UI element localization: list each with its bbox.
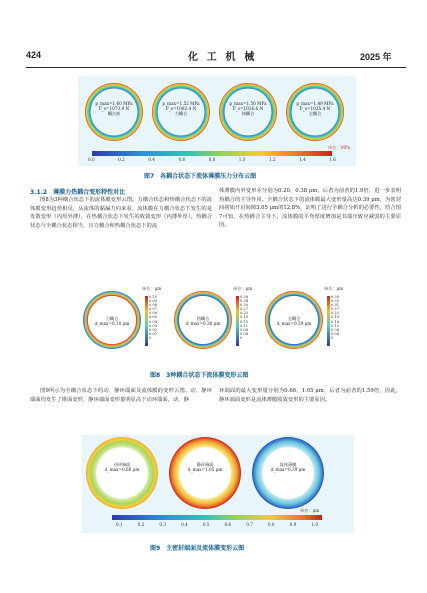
ring9-label-3: 流体薄膜 Δ_max=0.39 μm bbox=[270, 462, 306, 473]
paragraph2-left: 图9所示为全耦合状态下的动、静环端面及流体膜的变形云图。动、静环端面均发生了锥面变形，静环端面变形量明显高于动环端面，动、静 bbox=[30, 388, 212, 403]
figure-9-colorbar bbox=[112, 515, 322, 520]
section-heading: 3.1.2 薄膜力热耦合变形特性对比 bbox=[30, 189, 126, 196]
ring-stationary-face bbox=[169, 437, 241, 509]
figure-7-units: 单位：MPa bbox=[328, 145, 350, 150]
header-rule bbox=[26, 67, 406, 68]
ring8-label-3: 全耦合 Δ_max=0.39 μm bbox=[276, 316, 312, 327]
figure-7-colorbar-ticks: 0.0 0.2 0.4 0.6 0.8 1.0 1.2 1.4 1.6 bbox=[88, 157, 336, 162]
ring9-label-2: 静环端面 Δ_max=1.05 μm bbox=[187, 462, 223, 473]
figure-8-scale-3: 0.39 0.35 0.31 0.27 0.23 0.19 0.16 0.12 0.08 0.04 0 bbox=[331, 295, 340, 340]
ring-label-2: p_max=1.52 MPa F_s=1082.4 N 力耦合 bbox=[162, 101, 200, 117]
journal-title: 化 工 机 械 bbox=[188, 52, 258, 63]
figure-9-rings bbox=[82, 435, 354, 533]
figure-9-caption: 图9 主密封端面及流体膜变形云图 bbox=[150, 545, 245, 552]
figure-7-colorbar bbox=[92, 151, 332, 156]
section-left-paragraph: 图8为3种耦合状态下的流体膜变形云图。力耦合状态和热耦合状态下的流体膜变形趋势相反，从流体的黏漏力向来看，流体膜在力耦合状态下发生的是发散变形（内厚外薄），在热耦合状态下发生的收敛变形（内薄外厚）。热耦合状态与全耦合状态相当，且力耦合和热耦合状态下的流 bbox=[30, 197, 212, 229]
figure-7 bbox=[78, 76, 356, 166]
figure-8-scale-1: 0.10 0.09 0.08 0.07 0.06 0.05 0.04 0.03 0.02 0.01 0 bbox=[149, 295, 158, 340]
figure-8-units-1: 单位：μm bbox=[142, 286, 162, 291]
section-right-paragraph: 体薄膜内外变形差分别为0.20、0.38 μm，后者为前者的1.9倍，进一步表明热耦合的主导作用。全耦合状态下的流体膜最大变形量高达0.39 μm，为密封间初始开启间隙3.05 μm的12.8%，证明了进行全耦合分析的必要性，结合图7可知，在热耦合主导下，流体膜的平均厚度增加是其端压致应减弱的主要原因。 bbox=[219, 188, 401, 229]
ring-rotating-face bbox=[86, 437, 158, 509]
ring-label-3: p_max=1.50 MPa F_s=1026.6 N 热耦合 bbox=[229, 101, 267, 117]
figure-8-units-3: 单位：μm bbox=[324, 286, 344, 291]
page-number: 424 bbox=[26, 50, 42, 60]
figure-9 bbox=[82, 435, 354, 533]
figure-8-caption: 图8 3种耦合状态下流体膜变形云图 bbox=[150, 372, 249, 379]
ring-fluid-film bbox=[252, 437, 324, 509]
figure-8-units-2: 单位：μm bbox=[233, 286, 253, 291]
ring-label-1: p_max=1.60 MPa F_s=1073.9 N 耦合前 bbox=[95, 101, 133, 117]
ring8-label-2: 热耦合 Δ_max=0.38 μm bbox=[185, 316, 221, 327]
paragraph2-right: 环端面的最大变形量分别为0.66、1.05 μm，后者为前者的1.59倍，因此，静环端面变形是流体薄膜收敛变形的主要原因。 bbox=[219, 388, 401, 403]
figure-9-colorbar-ticks: 0.1 0.2 0.3 0.4 0.5 0.6 0.7 0.8 0.9 1.0 bbox=[116, 522, 318, 527]
figure-7-caption: 图7 各耦合状态下流体薄膜压力分布云图 bbox=[144, 173, 257, 180]
figure-8-scale-2: 0.38 0.34 0.30 0.27 0.23 0.19 0.15 0.11 0.08 0.04 0 bbox=[240, 295, 249, 340]
ring8-label-1: 力耦合 Δ_max=0.10 μm bbox=[94, 316, 130, 327]
ring-label-4: p_max=1.49 MPa F_s=1025.4 N 全耦合 bbox=[296, 101, 334, 117]
figure-9-units: 单位：μm bbox=[300, 508, 320, 513]
figure-8 bbox=[82, 282, 354, 358]
journal-year: 2025 年 bbox=[360, 52, 392, 62]
ring9-label-1: 动环端面 Δ_max=0.66 μm bbox=[104, 462, 140, 473]
